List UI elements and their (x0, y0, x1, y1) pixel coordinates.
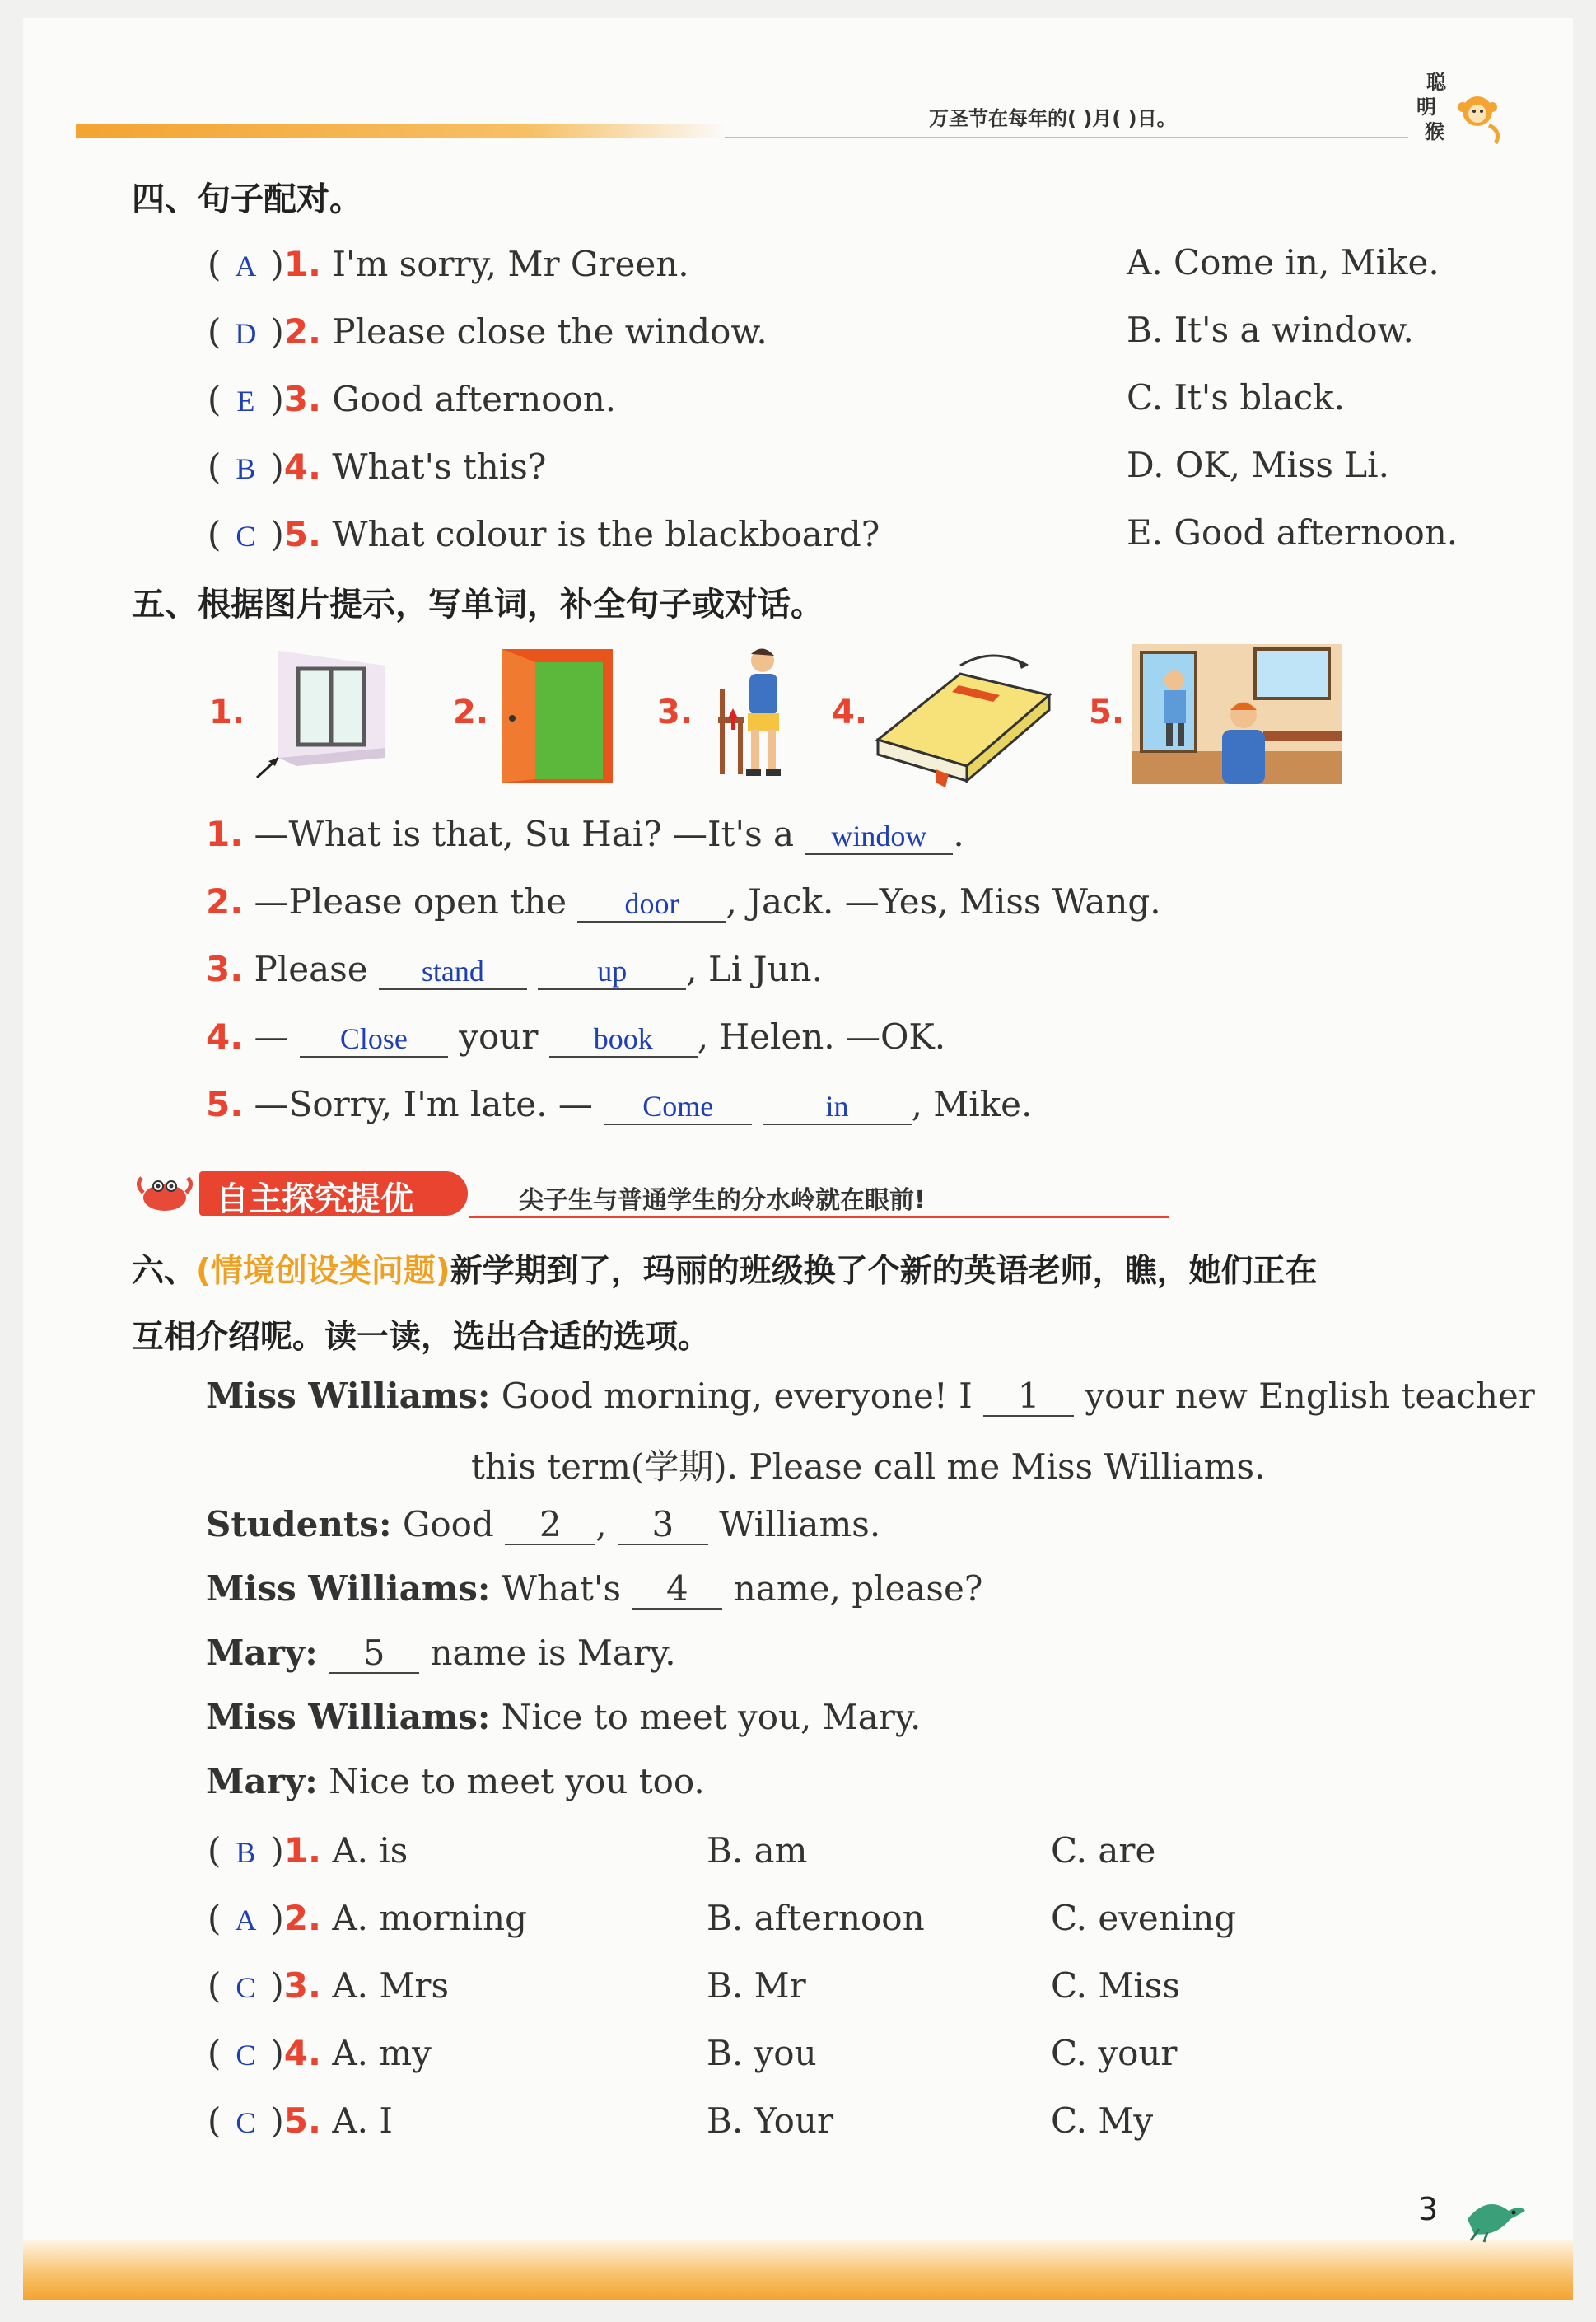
blank-number: 1 (1017, 1376, 1040, 1416)
picture-label-4: 4. (832, 694, 868, 731)
sentence-text: . (953, 814, 964, 854)
sentence-text: What colour is the blackboard? (332, 514, 880, 554)
section-number: 六、 (132, 1253, 197, 1290)
answer-mark: C (236, 1971, 256, 2004)
speaker-label: Miss Williams: (206, 1376, 491, 1416)
item-number: 5. (283, 2100, 321, 2141)
banner-title: 自主探究提优 (216, 1180, 413, 1218)
answer-mark: B (236, 1836, 256, 1869)
footer-band (23, 2240, 1573, 2300)
dialogue-text: Williams. (719, 1504, 881, 1544)
picture-label-1: 1. (209, 694, 245, 731)
workbook-page (23, 18, 1573, 2300)
match-item-4: ( B )4. What's this? (208, 446, 547, 487)
svg-text:猴: 猴 (1425, 120, 1444, 143)
item-number: 3. (283, 379, 321, 419)
item-number: 1. (283, 244, 321, 284)
speaker-label: Mary: (206, 1633, 318, 1673)
section-6-title (132, 1245, 1318, 1292)
dialogue-text: Good morning, everyone! I (501, 1376, 973, 1416)
match-item-1: ( A )1. I'm sorry, Mr Green. (208, 244, 689, 284)
item-number: 3. (206, 949, 244, 989)
sentence-text: —What is that, Su Hai? —It's a (254, 814, 795, 854)
dialogue-text: name, please? (733, 1568, 983, 1609)
dialogue-line-3 (206, 1504, 880, 1545)
sentence-text: , Jack. —Yes, Miss Wang. (726, 881, 1161, 922)
blank-number: 2 (539, 1504, 562, 1544)
choice-b: B. am (707, 1830, 808, 1871)
dialogue-text: What's (501, 1568, 622, 1609)
fill-line-1 (206, 814, 964, 855)
choice-row-2: ( A )2. A. morning (208, 1898, 527, 1938)
sentence-text: —Sorry, I'm late. — (254, 1084, 593, 1124)
item-number: 4. (283, 446, 321, 487)
answer-word: in (825, 1090, 849, 1123)
dialogue-text: Nice to meet you too. (329, 1761, 705, 1801)
numbered-blank (618, 1506, 708, 1545)
section-6-title-line2: 互相介绍呢。读一读，选出合适的选项。 (132, 1319, 711, 1356)
choice-row-1: ( B )1. A. is (208, 1830, 408, 1871)
header-rule (725, 137, 1408, 138)
blank-number: 3 (651, 1504, 674, 1544)
sentence-text: , Helen. —OK. (697, 1016, 946, 1057)
item-number: 5. (206, 1084, 244, 1124)
answer-blank (763, 1086, 912, 1125)
sentence-text: — (254, 1016, 289, 1057)
blank-number: 5 (362, 1633, 385, 1673)
speaker-label: Students: (206, 1504, 392, 1544)
header-prompt: 万圣节在每年的( )月( )日。 (929, 107, 1177, 130)
picture-label-2: 2. (453, 694, 489, 731)
dialogue-line-1 (206, 1376, 1535, 1417)
choice-row-4: ( C )4. A. my (208, 2033, 432, 2073)
header-bar (76, 124, 726, 138)
boy-standing-picture (708, 642, 799, 787)
item-number: 2. (283, 311, 321, 352)
match-option-d: D. OK, Miss Li. (1127, 445, 1389, 485)
choice-b: B. Mr (707, 1965, 806, 2006)
choice-b: B. Your (707, 2100, 834, 2141)
numbered-blank (632, 1570, 722, 1610)
svg-text:聪: 聪 (1426, 71, 1446, 94)
sentence-text: , Li Jun. (686, 949, 823, 989)
choice-b: B. you (707, 2033, 817, 2073)
monkey-logo-icon (1410, 66, 1509, 148)
item-number: 2. (206, 881, 244, 922)
answer-blank (577, 883, 726, 923)
answer-mark: C (236, 520, 256, 553)
choice-c: C. your (1051, 2033, 1178, 2073)
choice-c: C. My (1051, 2100, 1154, 2141)
answer-word: up (597, 955, 628, 988)
window-picture (247, 642, 387, 783)
speaker-label: Mary: (206, 1761, 318, 1801)
dialogue-line-4 (206, 1568, 982, 1610)
answer-mark: A (235, 250, 257, 283)
answer-mark: D (235, 317, 257, 350)
match-option-a: A. Come in, Mike. (1127, 242, 1440, 283)
dialogue-text: , (595, 1504, 607, 1544)
fill-line-2 (206, 881, 1161, 923)
answer-word: window (831, 820, 927, 853)
choice-c: C. Miss (1051, 1965, 1180, 2006)
answer-blank (300, 1018, 448, 1058)
answer-word: stand (421, 955, 484, 988)
dialogue-line-7 (206, 1761, 705, 1801)
item-number: 4. (283, 2033, 321, 2073)
dialogue-text: Good (402, 1504, 494, 1544)
numbered-blank (329, 1634, 419, 1674)
book-picture (870, 642, 1059, 787)
choice-row-5: ( C )5. A. I (208, 2100, 393, 2141)
choice-a: A. Mrs (332, 1965, 449, 2006)
classroom-picture (1132, 644, 1342, 784)
sentence-text: , Mike. (911, 1084, 1033, 1124)
answer-blank (805, 815, 953, 855)
speaker-label: Miss Williams: (206, 1697, 491, 1737)
numbered-blank (983, 1377, 1074, 1417)
item-number: 5. (283, 514, 321, 554)
item-number: 4. (206, 1016, 244, 1057)
banner-slogan: 尖子生与普通学生的分水岭就在眼前! (519, 1186, 926, 1215)
answer-word: door (624, 887, 679, 920)
answer-word: Come (642, 1090, 714, 1123)
match-item-3: ( E )3. Good afternoon. (208, 379, 617, 419)
dialogue-text: Nice to meet you, Mary. (501, 1697, 922, 1737)
item-number: 1. (206, 814, 244, 854)
answer-mark: A (235, 1904, 257, 1937)
choice-row-3: ( C )3. A. Mrs (208, 1965, 449, 2006)
page-number: 3 (1418, 2191, 1439, 2227)
dialogue-line-5 (206, 1633, 676, 1674)
choice-a: A. my (332, 2033, 432, 2073)
door-picture (494, 642, 618, 787)
picture-label-5: 5. (1089, 694, 1125, 731)
item-number: 1. (283, 1830, 321, 1871)
dialogue-text: name is Mary. (430, 1633, 676, 1673)
answer-blank (379, 951, 527, 990)
answer-mark: C (236, 2039, 256, 2072)
sentence-text: —Please open the (254, 881, 567, 922)
fill-line-5 (206, 1084, 1032, 1125)
dialogue-line-2: this term(学期). Please call me Miss Williams. (471, 1446, 1266, 1487)
choice-b: B. afternoon (707, 1898, 925, 1938)
blank-number: 4 (666, 1568, 688, 1609)
numbered-blank (505, 1506, 595, 1545)
section-text: 新学期到了，玛丽的班级换了个新的英语老师，瞧，她们正在 (450, 1253, 1318, 1290)
answer-blank (604, 1086, 752, 1125)
sentence-text: Good afternoon. (332, 379, 617, 419)
crab-icon (132, 1168, 198, 1219)
match-option-b: B. It's a window. (1127, 310, 1414, 350)
dialogue-line-6 (206, 1697, 921, 1737)
section-4-title: 四、句子配对。 (132, 180, 362, 218)
answer-blank (549, 1018, 698, 1058)
match-option-e: E. Good afternoon. (1127, 512, 1458, 553)
picture-label-3: 3. (657, 694, 693, 731)
sentence-text: I'm sorry, Mr Green. (332, 244, 689, 284)
sentence-text: Please close the window. (332, 311, 768, 352)
answer-word: book (593, 1022, 653, 1055)
choice-a: A. I (332, 2100, 393, 2141)
bird-icon (1463, 2186, 1528, 2244)
choice-a: A. is (332, 1830, 408, 1871)
item-number: 2. (283, 1898, 321, 1938)
choice-c: C. evening (1051, 1898, 1237, 1938)
sentence-text: your (459, 1016, 539, 1057)
dialogue-text: your new English teacher (1085, 1376, 1535, 1416)
match-option-c: C. It's black. (1127, 377, 1345, 418)
sentence-text: What's this? (332, 446, 547, 487)
explore-banner (132, 1168, 1054, 1219)
speaker-label: Miss Williams: (206, 1568, 491, 1609)
item-number: 3. (283, 1965, 321, 2006)
section-5-title: 五、根据图片提示，写单词，补全句子或对话。 (132, 586, 824, 624)
answer-blank (538, 951, 686, 990)
match-item-5: ( C )5. What colour is the blackboard? (208, 514, 880, 554)
answer-mark: B (236, 452, 256, 485)
answer-mark: E (236, 385, 255, 418)
answer-word: Close (339, 1022, 408, 1055)
question-tag: (情境创设类问题) (196, 1253, 450, 1290)
choice-c: C. are (1051, 1830, 1156, 1871)
sentence-text: Please (254, 949, 368, 989)
banner-underline (469, 1216, 1169, 1218)
fill-line-4 (206, 1016, 945, 1058)
answer-mark: C (236, 2106, 256, 2139)
match-item-2: ( D )2. Please close the window. (208, 311, 768, 352)
choice-a: A. morning (332, 1898, 527, 1938)
fill-line-3 (206, 949, 823, 990)
svg-text:明: 明 (1416, 96, 1436, 119)
